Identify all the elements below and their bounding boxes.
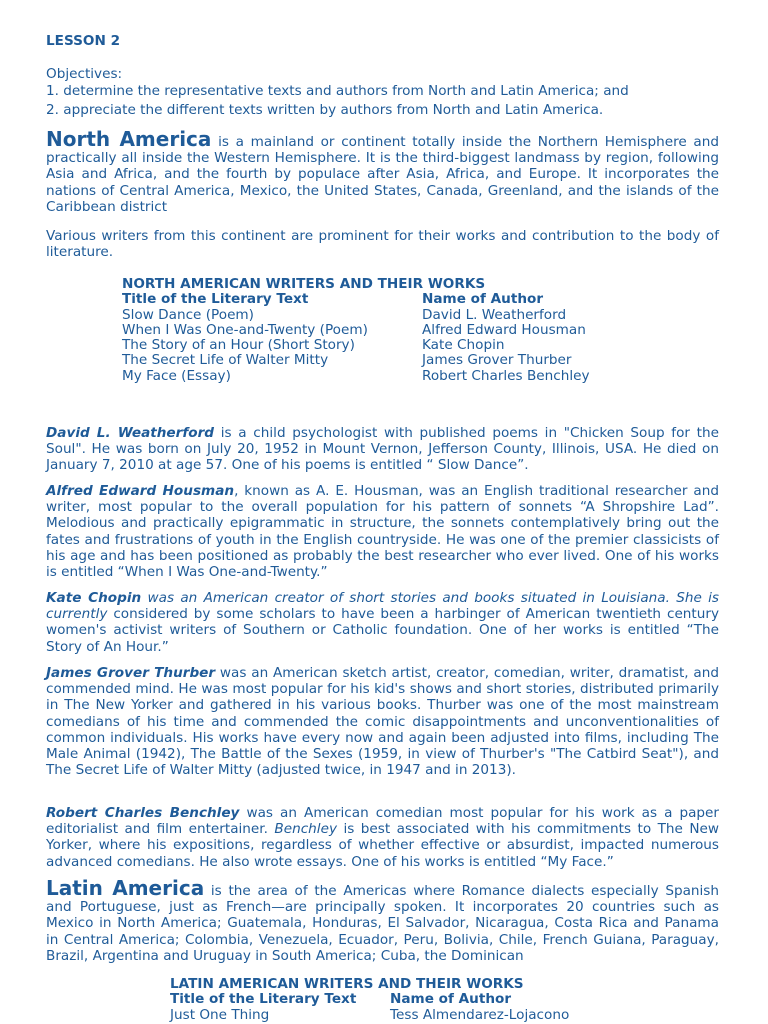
literary-title: The Secret Life of Walter Mitty <box>122 352 329 369</box>
north-america-paragraph <box>46 127 719 215</box>
table-caption: LATIN AMERICAN WRITERS AND THEIR WORKS <box>170 976 524 992</box>
author-name: Alfred Edward Housman <box>46 483 235 499</box>
bio-text: considered by some scholars to have been a harbinger of American twentieth century women's activist writers of Southern or Catholic foundation. One of her works is entitled “The Story of An Hour.” <box>46 606 719 655</box>
objective-item: 1. determine the representative texts and authors from North and Latin America; and <box>46 83 629 99</box>
north-america-description: is a mainland or continent totally inside the Northern Hemisphere and practically all inside the Western Hemisphere. It is the third-biggest landmass by region, following Asia and Africa, and the fourth by populace after Asia, Africa, and Europe. It incorporates the nations of Central America, Mexico, the United States, Canada, Greenland, and the islands of the Caribbean district <box>46 134 719 215</box>
column-header-title: Title of the Literary Text <box>170 991 357 1008</box>
bio-text: is best associated with his commitments to The New Yorker, where his expositions, regardless of whether effective or absurdist, impacted numerous advanced comedians. He also wrote essays. One of his works is entitled “My Face.” <box>46 821 719 870</box>
objective-item: 2. appreciate the different texts written by authors from North and Latin America. <box>46 102 604 118</box>
table-header-row <box>122 292 590 307</box>
literary-title: The Story of an Hour (Short Story) <box>122 337 355 354</box>
column-header-author: Name of Author <box>422 291 544 308</box>
author-name: Robert Charles Benchley <box>422 367 590 384</box>
objectives <box>46 66 726 119</box>
bio-thurber <box>46 665 719 778</box>
latin-writers-table <box>170 977 569 1023</box>
table-row <box>122 308 590 323</box>
table-row <box>170 1008 569 1023</box>
latin-america-description: is the area of the Americas where Romance dialects especially Spanish and Portuguese, just as French—are principally spoken. It incorporates 20 countries such as Mexico in North America; Guatemala, Honduras, El Salvador, Nicaragua, Costa Rica and Panama in Central America; Colombia, Venezuela, Ecuador, Peru, Bolivia, Chile, French Guiana, Paraguay, Brazil, Argentina and Uruguay in South America; Cuba, the Dominican <box>46 883 719 964</box>
latin-america-title: Latin America <box>46 876 205 900</box>
literary-title: Slow Dance (Poem) <box>122 306 254 323</box>
literary-title: Just One Thing <box>170 1006 270 1023</box>
author-name: Kate Chopin <box>46 590 142 606</box>
objectives-heading: Objectives: <box>46 66 123 82</box>
table-row <box>122 338 590 353</box>
bio-benchley <box>46 805 719 870</box>
column-header-title: Title of the Literary Text <box>122 291 309 308</box>
bio-italic-text: was an American creator of short stories and books situated in Louisiana. She is currently <box>46 590 720 623</box>
north-america-title: North America <box>46 127 212 151</box>
author-name: James Grover Thurber <box>46 665 216 681</box>
author-name: Kate Chopin <box>422 337 505 354</box>
author-name: David L. Weatherford <box>422 306 567 323</box>
bio-italic-text: Benchley <box>274 821 337 838</box>
column-header-author: Name of Author <box>390 991 512 1008</box>
bio-housman <box>46 483 719 580</box>
lesson-title: LESSON 2 <box>46 33 121 49</box>
table-header-row <box>170 992 569 1007</box>
table-caption: NORTH AMERICAN WRITERS AND THEIR WORKS <box>122 276 486 292</box>
bio-text: was an American comedian most popular for his work as a paper editorialist and film entertainer. <box>46 805 720 838</box>
bio-chopin <box>46 590 719 655</box>
bio-text: , known as A. E. Housman, was an English traditional researcher and writer, most popular to the overall population for his pattern of sonnets “A Shropshire Lad”. Melodious and practically epigrammatic in structure, the sonnets contemplatively bring out the fates and frustrations of youth in the English countryside. He was one of the premier classicists of his age and has been positioned as probably the best researcher who ever lived. One of his works is entitled “When I Was One-and-Twenty.” <box>46 483 719 581</box>
north-writers-table <box>122 277 590 384</box>
author-name: David L. Weatherford <box>46 425 215 441</box>
latin-america-paragraph <box>46 876 719 964</box>
author-name: Robert Charles Benchley <box>46 805 240 821</box>
north-writers-intro: Various writers from this continent are prominent for their works and contribution to the body of literature. <box>46 228 719 261</box>
table-row <box>122 323 590 338</box>
literary-title: When I Was One-and-Twenty (Poem) <box>122 321 368 338</box>
bio-weatherford <box>46 425 719 474</box>
author-name: James Grover Thurber <box>422 352 572 369</box>
author-name: Tess Almendarez-Lojacono <box>390 1006 570 1023</box>
literary-title: My Face (Essay) <box>122 367 231 384</box>
bio-text: was an American sketch artist, creator, comedian, writer, dramatist, and commended mind. He was most popular for his kid's shows and short stories, distributed primarily in The New Yorker and gathered in his various books. Thurber was one of the most mainstream comedians of his time and commended the comic disappointments and unconventionalities of common individuals. His works have every now and again been adjusted into films, including The Male Animal (1942), The Battle of the Sexes (1959, in view of Thurber's "The Catbird Seat"), and The Secret Life of Walter Mitty (adjusted twice, in 1947 and in 2013). <box>46 665 719 779</box>
table-row <box>122 369 590 384</box>
table-row <box>122 353 590 368</box>
author-name: Alfred Edward Housman <box>422 321 586 338</box>
bio-text: is a child psychologist with published poems in "Chicken Soup for the Soul". He was born on July 20, 1952 in Mount Vernon, Jefferson County, Illinois, USA. He died on January 7, 2010 at age 57. One of his poems is entitled “ Slow Dance”. <box>46 425 719 474</box>
